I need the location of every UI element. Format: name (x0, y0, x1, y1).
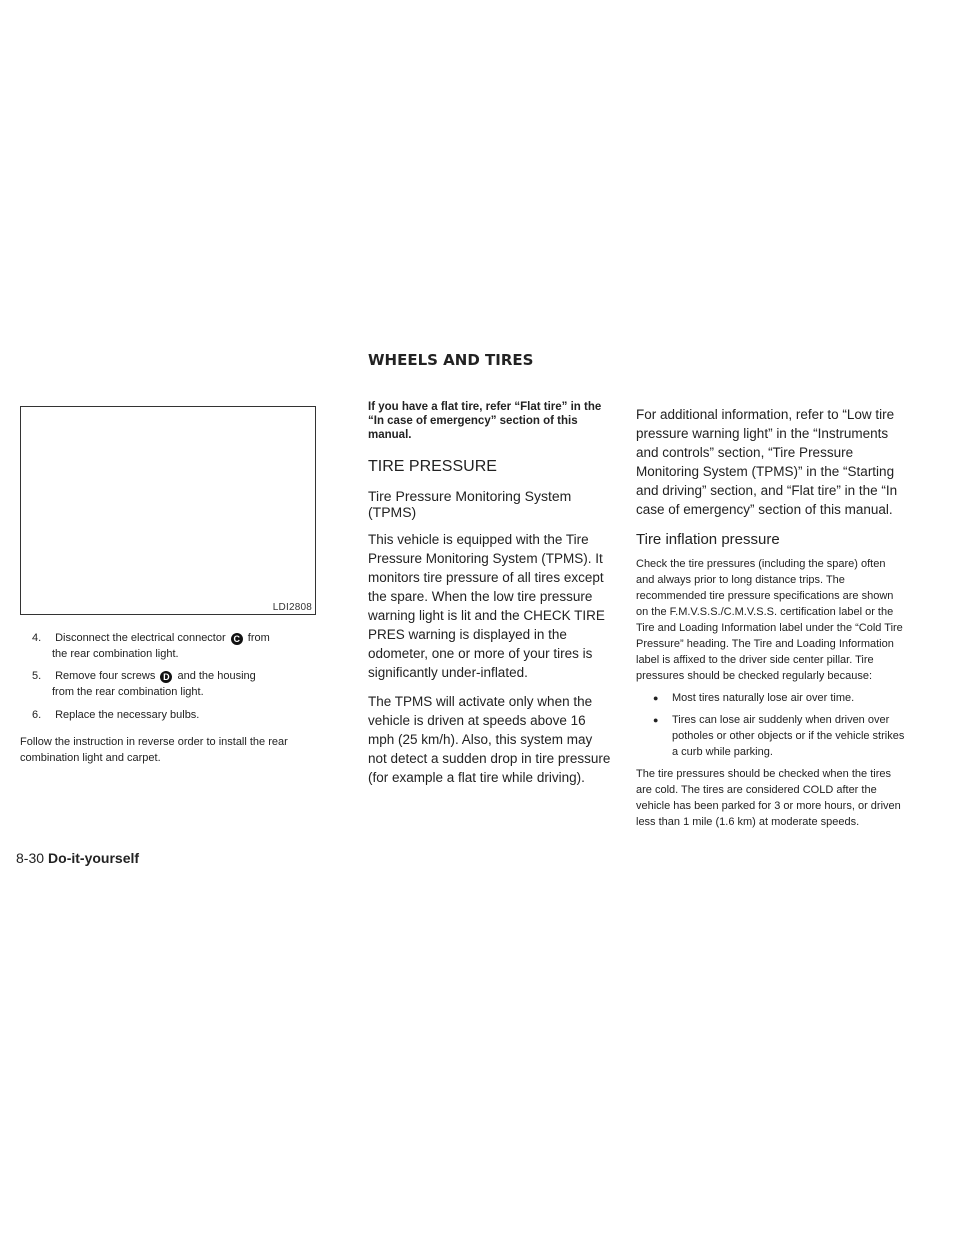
tire-pressure-heading: TIRE PRESSURE (368, 458, 497, 475)
tpms-paragraph-2: The TPMS will activate only when the vehicle is driven at speeds above 16 mph (25 km/h). Also, this system may not detect a sudden drop in tire pressure (for example a flat tire while driving). (368, 694, 611, 785)
tpms-paragraph-1: This vehicle is equipped with the Tire Pressure Monitoring System (TPMS). It monitors tire pressure of all tires except the spare. When the low tire pressure warning light is lit and the CHECK TIRE PRES warning is displayed in the odometer, one or more of your tires is significantly under-inflated. (368, 532, 605, 680)
additional-info-paragraph: For additional information, refer to “Low tire pressure warning light” in the “Instruments and controls” section, “Tire Pressure Monitoring System (TPMS)” in the “Starting and driving” section, and “Flat tire” in the “In case of emergency” section of this manual. (636, 407, 898, 517)
step-continuation: the rear combination light. (52, 648, 179, 660)
step-text-after: and the housing (177, 670, 256, 682)
step-continuation: from the rear combination light. (52, 686, 204, 698)
step-text: Disconnect the electrical connector (55, 632, 226, 644)
step-5 (32, 668, 322, 700)
closing-paragraph: Follow the instruction in reverse order to install the rear combination light and carpet. (20, 736, 288, 764)
cold-tire-paragraph: The tire pressures should be checked when the tires are cold. The tires are considered COLD after the vehicle has been parked for 3 or more hours, or driven less than 1 mile (1.6 km) at moderate speeds. (636, 768, 901, 828)
middle-column (368, 400, 614, 787)
step-number: 5. (32, 670, 42, 682)
step-text-after: from (247, 632, 270, 644)
page-number: 8-30 (16, 850, 45, 866)
step-6 (32, 707, 322, 723)
step-number: 6. (32, 709, 42, 721)
section-heading: WHEELS AND TIRES (368, 351, 534, 369)
inflation-subheading: Tire inflation pressure (636, 531, 780, 548)
step-4 (32, 630, 322, 662)
list-item: ● Most tires naturally lose air over time. (636, 690, 906, 706)
list-item: ● Tires can lose air suddenly when driven over potholes or other objects or if the vehicle strikes a curb while parking. (636, 712, 906, 760)
inflation-paragraph: Check the tire pressures (including the spare) often and always prior to long distance trips. The recommended tire pressure specifications are shown on the F.M.V.S.S./C.M.V.S.S. certification label or the Tire and Loading Information label under the “Cold Tire Pressure” heading. The Tire and Loading Information label is affixed to the driver side center pillar. Tire pressures should be checked regularly because: (636, 558, 903, 682)
figure-illustration (20, 406, 316, 615)
callout-d-icon: D (160, 671, 172, 683)
reasons-list (636, 690, 906, 760)
page-footer (16, 850, 139, 866)
step-text: Replace the necessary bulbs. (55, 709, 200, 721)
flat-tire-note: If you have a flat tire, refer “Flat tire” in the “In case of emergency” section of this manual. (368, 401, 602, 441)
step-text: Remove four screws (55, 670, 156, 682)
step-number: 4. (32, 632, 42, 644)
callout-c-icon: C (231, 633, 243, 645)
right-column (636, 405, 906, 830)
tpms-subheading: Tire Pressure Monitoring System (TPMS) (368, 488, 572, 520)
figure-label: LDI2808 (272, 602, 312, 613)
footer-section-title: Do-it-yourself (48, 850, 140, 866)
